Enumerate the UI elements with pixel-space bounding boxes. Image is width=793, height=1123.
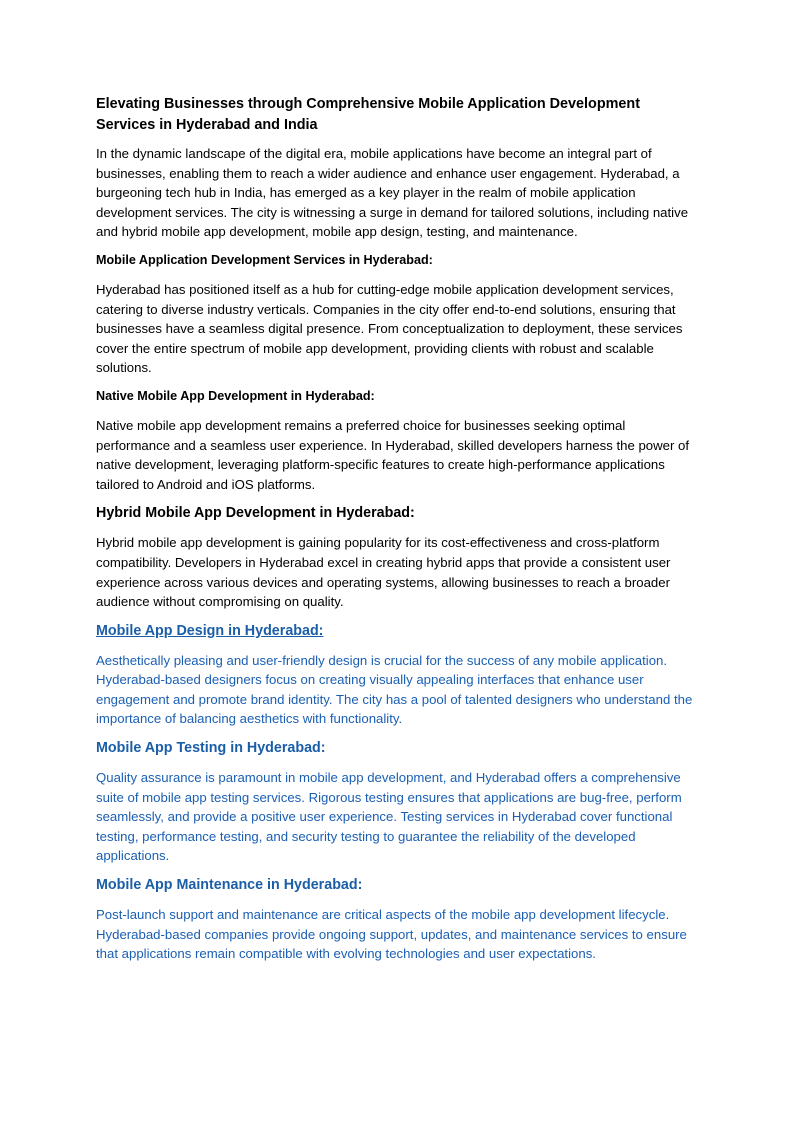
section-body-testing: Quality assurance is paramount in mobile app development, and Hyderabad offers a comprehensive suite of mobile app testing services. Rigorous testing ensures that applications are bug-free, perform seamlessly, and provide a positive user experience. Testing services in Hyderabad cover functional testing, performance testing, and security testing to guarantee the reliability of the developed applications. [96,770,682,864]
section-heading-design-link[interactable]: Mobile App Design in Hyderabad: [96,622,324,639]
document-page [96,94,696,973]
section-heading-native: Native Mobile App Development in Hyderabad: [96,388,375,403]
document-title: Elevating Businesses through Comprehensive Mobile Application Development Services in Hyderabad and India [96,96,641,133]
section-heading-maintenance: Mobile App Maintenance in Hyderabad: [96,877,363,894]
section-body-hybrid: Hybrid mobile app development is gaining popularity for its cost-effectiveness and cross-platform compatibility. Developers in Hyderabad excel in creating hybrid apps that provide a consistent user experience across various devices and operating systems, allowing businesses to reach a broader audience without compromising on quality. [96,535,671,610]
section-heading-development-services: Mobile Application Development Services in Hyderabad: [96,252,433,267]
section-body-design: Aesthetically pleasing and user-friendly design is crucial for the success of any mobile application. Hyderabad-based designers focus on creating visually appealing interfaces that enhance user engagement and promote brand identity. The city has a pool of talented designers who understand the importance of balancing aesthetics with functionality. [96,652,693,727]
section-body-maintenance: Post-launch support and maintenance are critical aspects of the mobile app development lifecycle. Hyderabad-based companies provide ongoing support, updates, and maintenance services to ensure that applications remain compatible with evolving technologies and user expectations. [96,907,687,962]
section-heading-testing: Mobile App Testing in Hyderabad: [96,740,326,757]
section-body-native: Native mobile app development remains a preferred choice for businesses seeking optimal performance and a seamless user experience. In Hyderabad, skilled developers harness the power of native development, leveraging platform-specific features to create high-performance applications tailored to Android and iOS platforms. [96,417,690,492]
section-body-development-services: Hyderabad has positioned itself as a hub for cutting-edge mobile application development services, catering to diverse industry verticals. Companies in the city offer end-to-end solutions, ensuring that businesses have a seamless digital presence. From conceptualization to deployment, these services cover the entire spectrum of mobile app development, providing clients with robust and scalable solutions. [96,281,683,376]
intro-paragraph: In the dynamic landscape of the digital era, mobile applications have become an integral part of businesses, enabling them to reach a wider audience and enhance user engagement. Hyderabad, a burgeoning tech hub in India, has emerged as a key player in the realm of mobile application development services. The city is witnessing a surge in demand for tailored solutions, including native and hybrid mobile app development, mobile app design, testing, and maintenance. [96,146,689,240]
section-heading-hybrid: Hybrid Mobile App Development in Hyderabad: [96,505,415,522]
